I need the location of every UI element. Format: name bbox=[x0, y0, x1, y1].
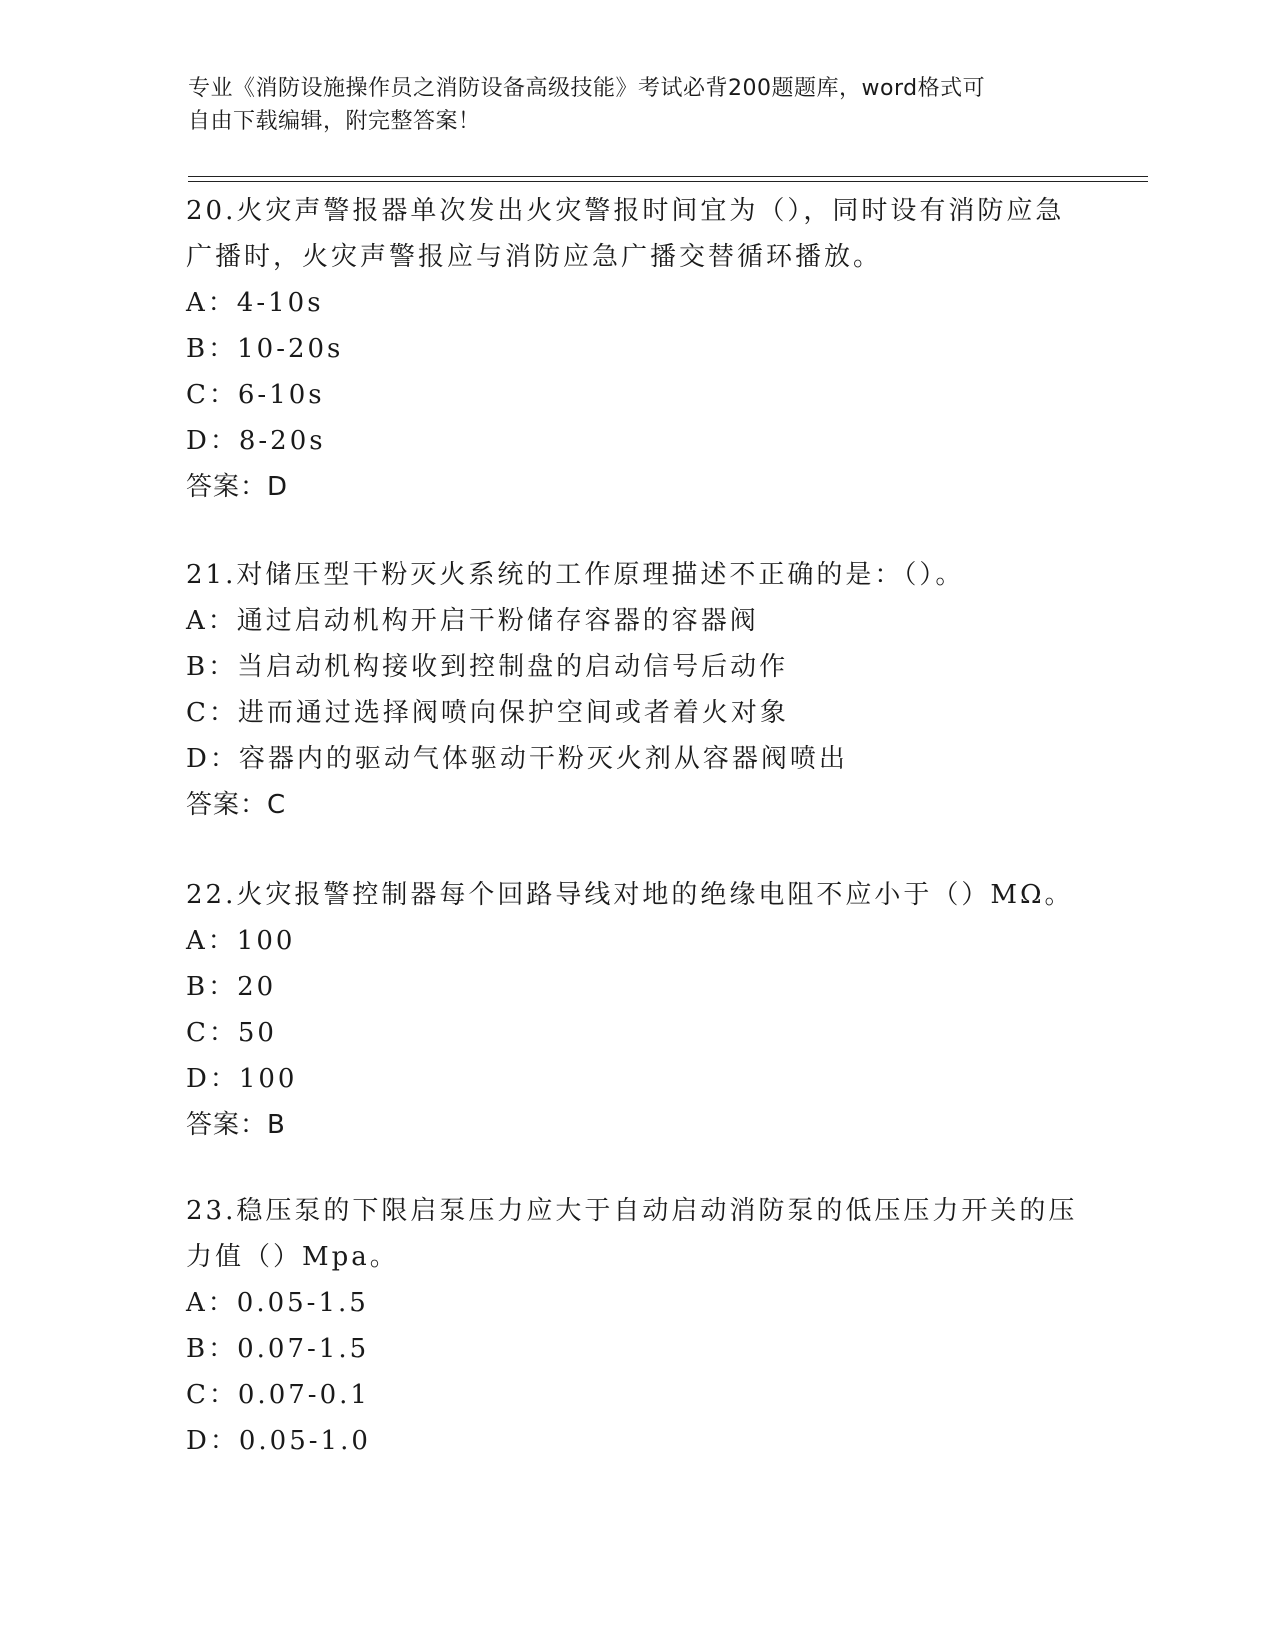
question-stem-line: 23.稳压泵的下限启泵压力应大于自动启动消防泵的低压压力开关的压 bbox=[186, 1196, 1078, 1226]
question-stem-line: 20.火灾声警报器单次发出火灾警报时间宜为（），同时设有消防应急 bbox=[186, 196, 1065, 226]
option-c: C：6-10s bbox=[186, 380, 325, 410]
option-b: B：10-20s bbox=[186, 334, 344, 364]
question-23 bbox=[186, 1188, 1086, 1464]
question-22 bbox=[186, 872, 1086, 1148]
question-stem-line: 21.对储压型干粉灭火系统的工作原理描述不正确的是：（）。 bbox=[186, 560, 965, 590]
option-c: C：0.07-0.1 bbox=[186, 1380, 370, 1410]
option-b: B：0.07-1.5 bbox=[186, 1334, 370, 1364]
document-header bbox=[188, 72, 1068, 138]
option-d: D：0.05-1.0 bbox=[186, 1426, 371, 1456]
option-b: B：当启动机构接收到控制盘的启动信号后动作 bbox=[186, 652, 789, 682]
header-line-1: 专业《消防设施操作员之消防设备高级技能》考试必背200题题库，word格式可 bbox=[188, 76, 986, 101]
answer-label: 答案：B bbox=[186, 1110, 286, 1140]
question-21 bbox=[186, 552, 1086, 828]
option-a: A：4-10s bbox=[186, 288, 324, 318]
answer-label: 答案：D bbox=[186, 472, 289, 502]
header-divider-top bbox=[188, 176, 1148, 177]
answer-label: 答案：C bbox=[186, 790, 287, 820]
option-a: A：100 bbox=[186, 926, 296, 956]
option-a: A：通过启动机构开启干粉储存容器的容器阀 bbox=[186, 606, 759, 636]
header-line-2: 自由下载编辑，附完整答案！ bbox=[188, 109, 481, 134]
question-20 bbox=[186, 188, 1086, 510]
header-divider-bottom bbox=[188, 181, 1148, 182]
option-d: D：8-20s bbox=[186, 426, 326, 456]
option-d: D：100 bbox=[186, 1064, 298, 1094]
option-a: A：0.05-1.5 bbox=[186, 1288, 369, 1318]
option-c: C：50 bbox=[186, 1018, 277, 1048]
option-d: D：容器内的驱动气体驱动干粉灭火剂从容器阀喷出 bbox=[186, 744, 848, 774]
question-stem-line: 广播时，火灾声警报应与消防应急广播交替循环播放。 bbox=[186, 242, 883, 272]
option-c: C：进而通过选择阀喷向保护空间或者着火对象 bbox=[186, 698, 789, 728]
question-stem-line: 22.火灾报警控制器每个回路导线对地的绝缘电阻不应小于（）MΩ。 bbox=[186, 880, 1074, 910]
question-stem-line: 力值（）Mpa。 bbox=[186, 1242, 399, 1272]
option-b: B：20 bbox=[186, 972, 277, 1002]
